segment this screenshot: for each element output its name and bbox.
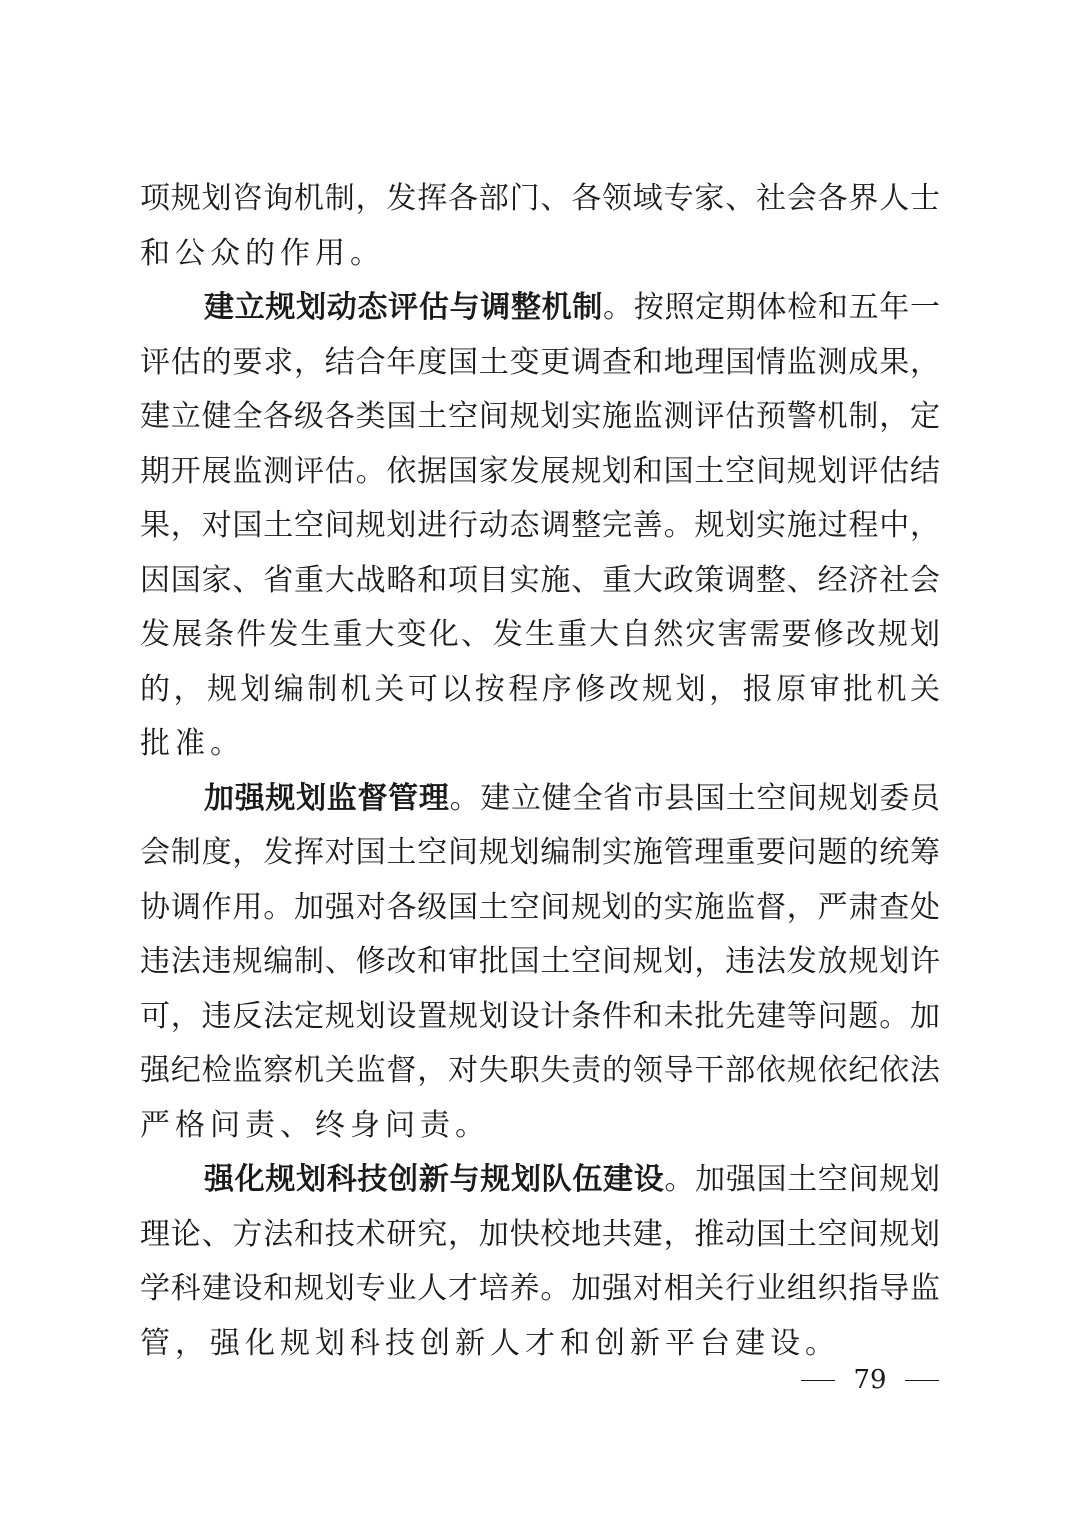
text-line: 果，对国土空间规划进行动态调整完善。规划实施过程中， <box>140 508 940 543</box>
footer-dash-left <box>801 1380 835 1381</box>
text-line: 项规划咨询机制，发挥各部门、各领域专家、社会各界人士 <box>140 181 940 216</box>
page-footer <box>790 1360 950 1400</box>
text-line: 和公众的作用。 <box>140 235 385 271</box>
text-line: 违法违规编制、修改和审批国土空间规划，违法发放规划许 <box>140 944 940 979</box>
text-line: 会制度，发挥对国土空间规划编制实施管理重要问题的统筹 <box>140 835 940 870</box>
footer-dash-right <box>905 1380 939 1381</box>
section-heading: 建立规划动态评估与调整机制 <box>204 290 604 325</box>
text-line: 发展条件发生重大变化、发生重大自然灾害需要修改规划 <box>140 617 940 652</box>
section-heading: 强化规划科技创新与规划队伍建设 <box>204 1162 665 1197</box>
text-line: 协调作用。加强对各级国土空间规划的实施监督，严肃查处 <box>140 889 940 925</box>
text-line: 强纪检监察机关监督，对失职失责的领导干部依规依纪依法 <box>140 1053 940 1088</box>
text-line: 学科建设和规划专业人才培养。加强对相关行业组织指导监 <box>140 1271 940 1306</box>
text-line: 批准。 <box>140 726 245 761</box>
paragraph-heading-line: 强化规划科技创新与规划队伍建设。加强国土空间规划 <box>204 1162 941 1197</box>
text-line: 因国家、省重大战略和项目实施、重大政策调整、经济社会 <box>140 562 940 598</box>
text-line: 严格问责、终身问责。 <box>140 1107 490 1143</box>
section-heading: 加强规划监督管理 <box>204 780 450 816</box>
text-line: 管，强化规划科技创新人才和创新平台建设。 <box>140 1325 840 1361</box>
paragraph-heading-line: 加强规划监督管理。建立健全省市县国土空间规划委员 <box>204 780 941 816</box>
text-line: 评估的要求，结合年度国土变更调查和地理国情监测成果， <box>140 344 940 380</box>
page-number: 79 <box>853 1365 887 1395</box>
text-line: 的，规划编制机关可以按程序修改规划，报原审批机关 <box>140 671 940 707</box>
text-line: 可，违反法定规划设置规划设计条件和未批先建等问题。加 <box>140 998 940 1034</box>
body-text <box>140 172 940 1371</box>
text-line: 建立健全各级各类国土空间规划实施监测评估预警机制，定 <box>140 399 940 434</box>
text-line: 期开展监测评估。依据国家发展规划和国土空间规划评估结 <box>140 453 940 489</box>
paragraph-heading-line: 建立规划动态评估与调整机制。按照定期体检和五年一 <box>204 290 941 325</box>
text-line: 理论、方法和技术研究，加快校地共建，推动国土空间规划 <box>140 1216 940 1252</box>
